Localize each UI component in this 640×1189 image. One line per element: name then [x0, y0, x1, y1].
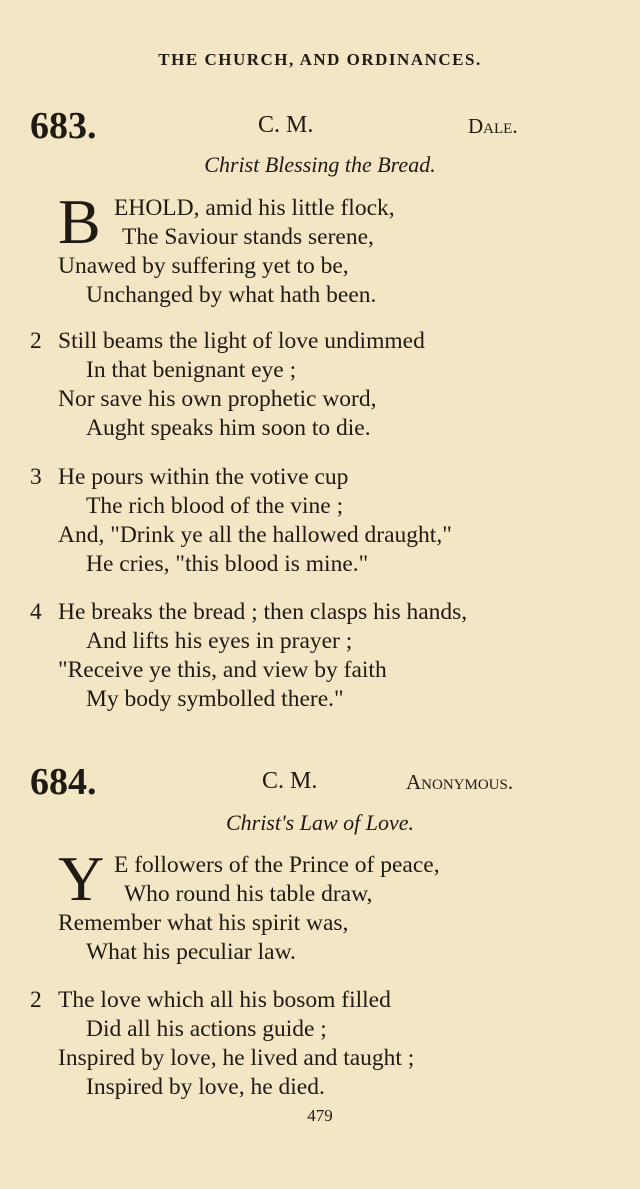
verse-line: And, "Drink ye all the hallowed draught,": [58, 522, 452, 548]
verse-line: Remember what his spirit was,: [58, 910, 349, 936]
hymn-meter: C. M.: [258, 112, 314, 138]
hymn-tune: Dale.: [468, 114, 518, 138]
stanza-2: [58, 986, 414, 1102]
stanza-2: [58, 327, 425, 443]
hymn-meter: C. M.: [262, 768, 318, 794]
hymn-number: 683.: [30, 105, 97, 147]
verse-line: Did all his actions guide ;: [86, 1016, 327, 1042]
running-head: THE CHURCH, AND ORDINANCES.: [158, 50, 482, 69]
page-number: 479: [307, 1106, 333, 1125]
verse-line: "Receive ye this, and view by faith: [58, 657, 387, 683]
stanza-4: [58, 598, 467, 714]
verse-line: My body symbolled there.": [86, 686, 344, 712]
verse-line: Aught speaks him soon to die.: [86, 415, 371, 441]
verse-line: The rich blood of the vine ;: [86, 493, 344, 519]
verse-line: He pours within the votive cup: [58, 464, 349, 490]
stanza-number: 2: [30, 987, 42, 1013]
verse-line: What his peculiar law.: [86, 939, 296, 965]
stanza-1: [58, 843, 440, 967]
hymn-684-header: [0, 760, 640, 803]
verse-line: He breaks the bread ; then clasps his hands,: [58, 599, 468, 625]
stanza-3: [58, 463, 452, 579]
stanza-number: 3: [30, 464, 42, 490]
verse-line: The love which all his bosom filled: [58, 987, 391, 1013]
stanza-1: [58, 186, 395, 310]
verse-line: Unawed by suffering yet to be,: [58, 253, 349, 279]
verse-line: Inspired by love, he lived and taught ;: [58, 1045, 415, 1071]
stanza-number: 2: [30, 328, 42, 354]
verse-line: Inspired by love, he died.: [86, 1074, 325, 1100]
verse-line: EHOLD, amid his little flock,: [114, 195, 395, 221]
verse-line: And lifts his eyes in prayer ;: [86, 628, 353, 654]
hymn-number: 684.: [30, 761, 97, 803]
verse-line: Nor save his own prophetic word,: [58, 386, 377, 412]
verse-line: Still beams the light of love undimmed: [58, 328, 425, 354]
hymn-title: Christ Blessing the Bread.: [204, 152, 436, 177]
drop-cap: Y: [58, 843, 105, 914]
hymn-title: Christ's Law of Love.: [225, 810, 415, 835]
verse-line: Unchanged by what hath been.: [86, 282, 377, 308]
verse-line: He cries, "this blood is mine.": [86, 551, 369, 577]
hymn-tune: Anonymous.: [406, 770, 514, 794]
hymn-683-header: [0, 104, 640, 147]
verse-line: Who round his table draw,: [124, 881, 373, 907]
verse-line: In that benignant eye ;: [86, 357, 297, 383]
stanza-number: 4: [30, 599, 42, 625]
verse-line: The Saviour stands serene,: [122, 224, 374, 250]
drop-cap: B: [58, 186, 101, 257]
verse-line: E followers of the Prince of peace,: [114, 852, 440, 878]
